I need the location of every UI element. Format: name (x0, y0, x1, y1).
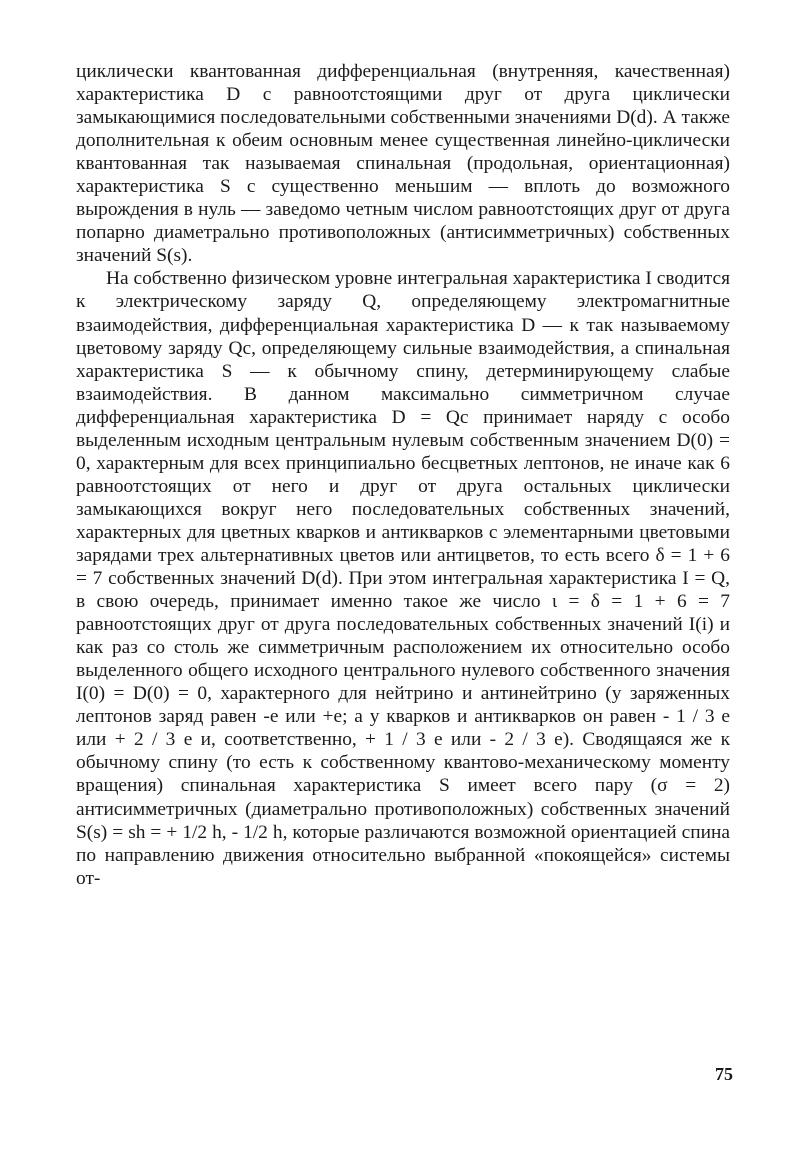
page-number: 75 (715, 1064, 733, 1084)
paragraph-1: циклически квантованная дифференциальная (внутренняя, качественная) характеристика D с равноотстоящими друг от друга циклически замыкающимися последовательными собственными значениями D(d). А также дополнительная к обеим основным менее существенная линейно-циклически квантованная так называемая спинальная (продольная, ориентационная) характеристика S с существенно меньшим — вплоть до возможного вырождения в нуль — заведомо четным числом равноотстоящих друг от друга попарно диаметрально противоположных (антисимметричных) собственных значений S(s). (76, 61, 730, 267)
page-body (76, 60, 730, 890)
paragraph-2: На собственно физическом уровне интегральная характеристика I сводится к электрическому заряду Q, определяющему электромагнитные взаимодействия, дифференциальная характеристика D — к так называемому цветовому заряду Qc, определяющему сильные взаимодействия, а спинальная характеристика S — к обычному спину, детерминирующему слабые взаимодействия. В данном максимально симметричном случае дифференциальная характеристика D = Qc принимает наряду с особо выделенным исходным центральным нулевым собственным значением D(0) = 0, характерным для всех принципиально бесцветных лептонов, не иначе как 6 равноотстоящих от него и друг от друга остальных циклически замыкающихся вокруг него последовательных собственных значений, характерных для цветных кварков и антикварков с элементарными цветовыми зарядами трех альтернативных цветов или антицветов, то есть всего δ = 1 + 6 = 7 собственных значений D(d). При этом интегральная характеристика I = Q, в свою очередь, принимает именно такое же число ι = δ = 1 + 6 = 7 равноотстоящих друг от друга последовательных собственных значений I(i) и как раз со столь же симметричным расположением их относительно особо выделенного общего исходного центрального нулевого собственного значения I(0) = D(0) = 0, характерного для нейтрино и антинейтрино (у заряженных лептонов заряд равен -е или +е; а у кварков и антикварков он равен - 1 / 3 е или + 2 / 3 е и, соответственно, + 1 / 3 е или - 2 / 3 е). Сводящаяся же к обычному спину (то есть к собственному квантово-механическому моменту вращения) спинальная характеристика S имеет всего пару (σ = 2) антисимметричных (диаметрально противоположных) собственных значений S(s) = sh = + 1/2 h, - 1/2 h, которые различаются возможной ориентацией спина по направлению движения относительно выбранной «покоящейся» системы от- (76, 268, 730, 889)
